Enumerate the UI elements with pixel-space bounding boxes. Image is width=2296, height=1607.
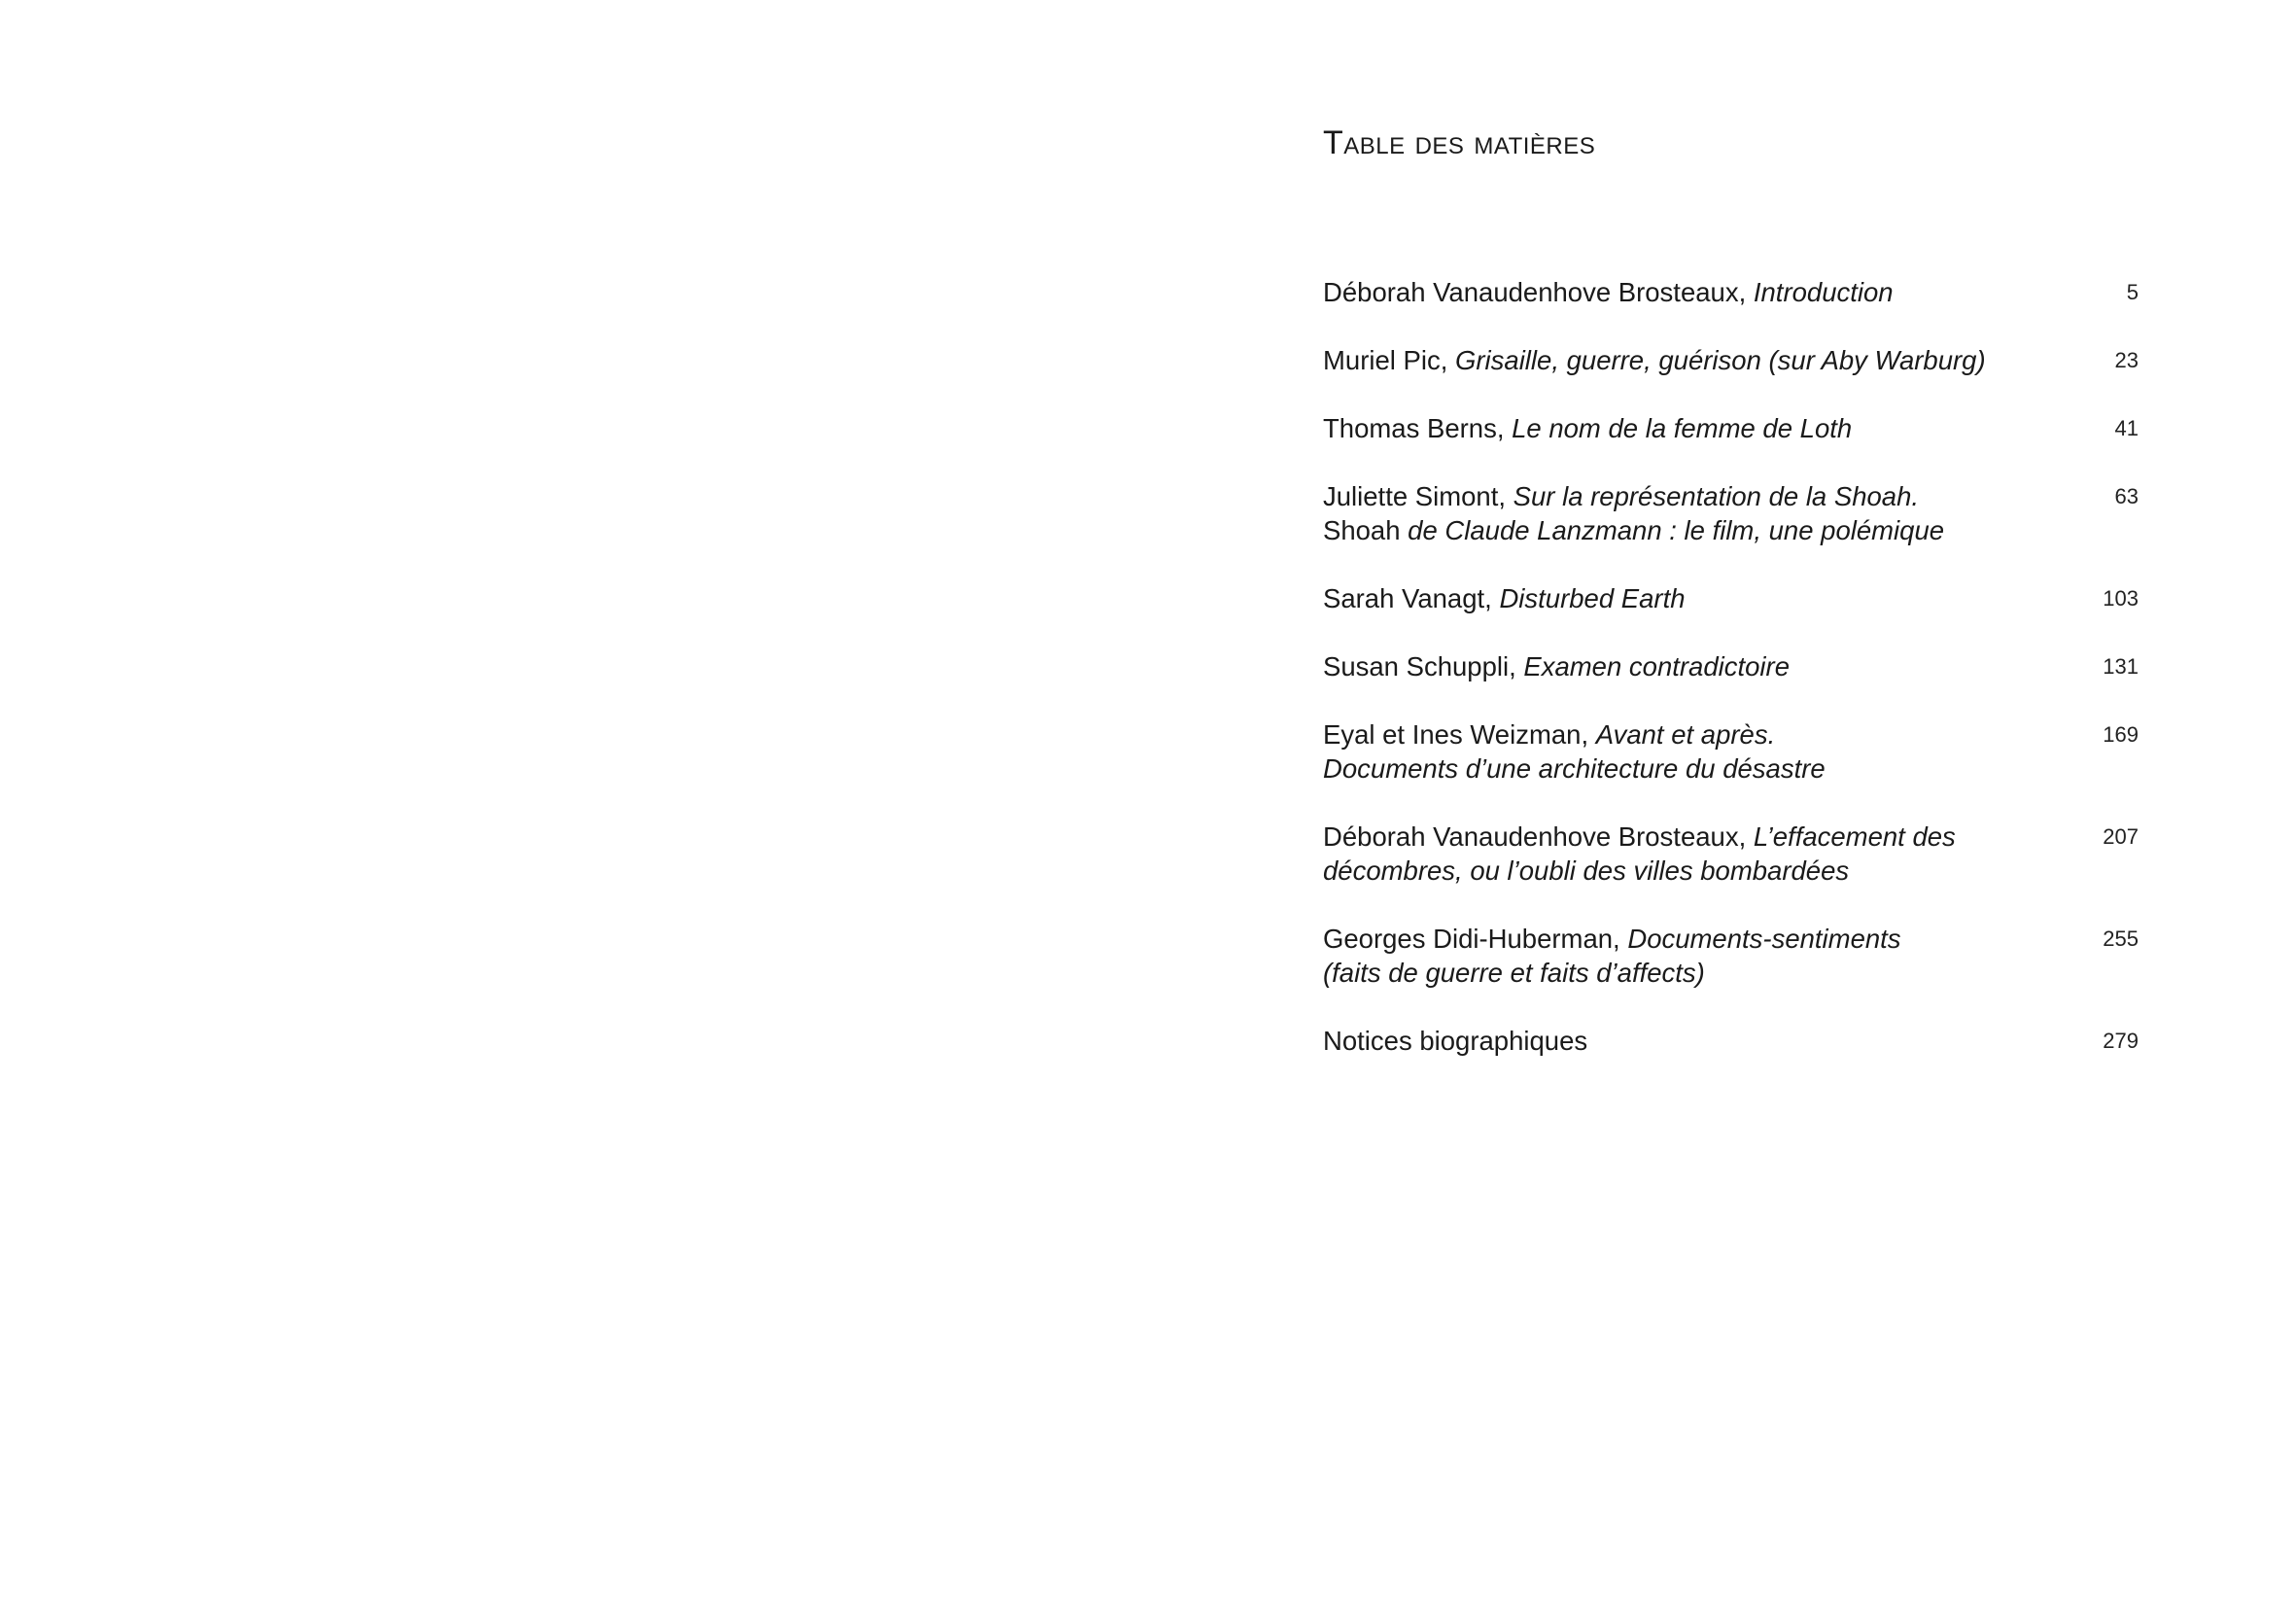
toc-entry-text xyxy=(1323,479,1994,547)
toc-author: Déborah Vanaudenhove Brosteaux, xyxy=(1323,821,1754,852)
toc-work-title-continued xyxy=(1323,513,1994,547)
toc-entry xyxy=(1323,717,2139,786)
toc-entry-text xyxy=(1323,275,1994,309)
toc-page-number: 41 xyxy=(2114,416,2139,440)
toc-entry-notices xyxy=(1323,1024,2139,1058)
toc-work-title: L’effacement des xyxy=(1753,821,1956,852)
toc-page-number: 131 xyxy=(2103,654,2139,679)
toc-entry xyxy=(1323,581,2139,615)
toc-entry-text xyxy=(1323,343,1994,377)
toc-work-title: Examen contradictoire xyxy=(1523,651,1790,681)
toc-entry xyxy=(1323,922,2139,990)
toc-author: Georges Didi-Huberman, xyxy=(1323,924,1628,954)
toc-work-title-continued: Documents d’une architecture du désastre xyxy=(1323,753,1826,784)
toc-page-number: 279 xyxy=(2103,1029,2139,1053)
toc-entry-text xyxy=(1323,922,1994,990)
toc-entry xyxy=(1323,649,2139,683)
toc-page-number: 23 xyxy=(2114,348,2139,372)
toc-author: Déborah Vanaudenhove Brosteaux, xyxy=(1323,277,1754,307)
toc-notices-label: Notices biographiques xyxy=(1323,1026,1588,1056)
toc-author: Eyal et Ines Weizman, xyxy=(1323,719,1596,750)
toc-entry xyxy=(1323,275,2139,309)
toc-entry xyxy=(1323,820,2139,888)
toc-work-title: Documents-sentiments xyxy=(1627,924,1901,954)
toc-author: Susan Schuppli, xyxy=(1323,651,1524,681)
toc-page xyxy=(1148,0,2296,1607)
toc-author: Sarah Vanagt, xyxy=(1323,583,1500,613)
toc-page-number: 255 xyxy=(2103,926,2139,951)
toc-work-title: Grisaille, guerre, guérison (sur Aby Warburg) xyxy=(1455,345,1986,375)
toc-entry-text xyxy=(1323,581,1994,615)
toc-work-title: Disturbed Earth xyxy=(1499,583,1686,613)
toc-work-title: Sur la représentation de la Shoah. xyxy=(1513,481,1920,511)
toc-page-number: 103 xyxy=(2103,586,2139,611)
toc-entry xyxy=(1323,479,2139,547)
toc-work-title: Avant et après. xyxy=(1595,719,1776,750)
toc-page-number: 63 xyxy=(2114,484,2139,508)
toc-work-title-continued: décombres, ou l’oubli des villes bombardées xyxy=(1323,856,1850,886)
toc-author: Juliette Simont, xyxy=(1323,481,1513,511)
toc-work-title-roman-part: Shoah xyxy=(1323,515,1401,545)
toc-work-title: Le nom de la femme de Loth xyxy=(1512,413,1853,443)
toc-list xyxy=(1323,275,2139,1092)
toc-page-number: 207 xyxy=(2103,824,2139,849)
toc-entry-text xyxy=(1323,649,1994,683)
toc-entry-text xyxy=(1323,820,1994,888)
toc-entry-text xyxy=(1323,411,1994,445)
toc-author: Muriel Pic, xyxy=(1323,345,1455,375)
toc-entry xyxy=(1323,343,2139,377)
toc-page-number: 169 xyxy=(2103,722,2139,747)
toc-work-title: Introduction xyxy=(1753,277,1894,307)
toc-entry-text xyxy=(1323,717,1994,786)
toc-work-title-continued: (faits de guerre et faits d’affects) xyxy=(1323,958,1705,988)
toc-work-title-italic-part: de Claude Lanzmann : le film, une polémique xyxy=(1400,515,1945,545)
toc-entry xyxy=(1323,411,2139,445)
toc-page-number: 5 xyxy=(2126,280,2139,304)
page-title: Table des matières xyxy=(1323,124,1596,161)
toc-author: Thomas Berns, xyxy=(1323,413,1513,443)
